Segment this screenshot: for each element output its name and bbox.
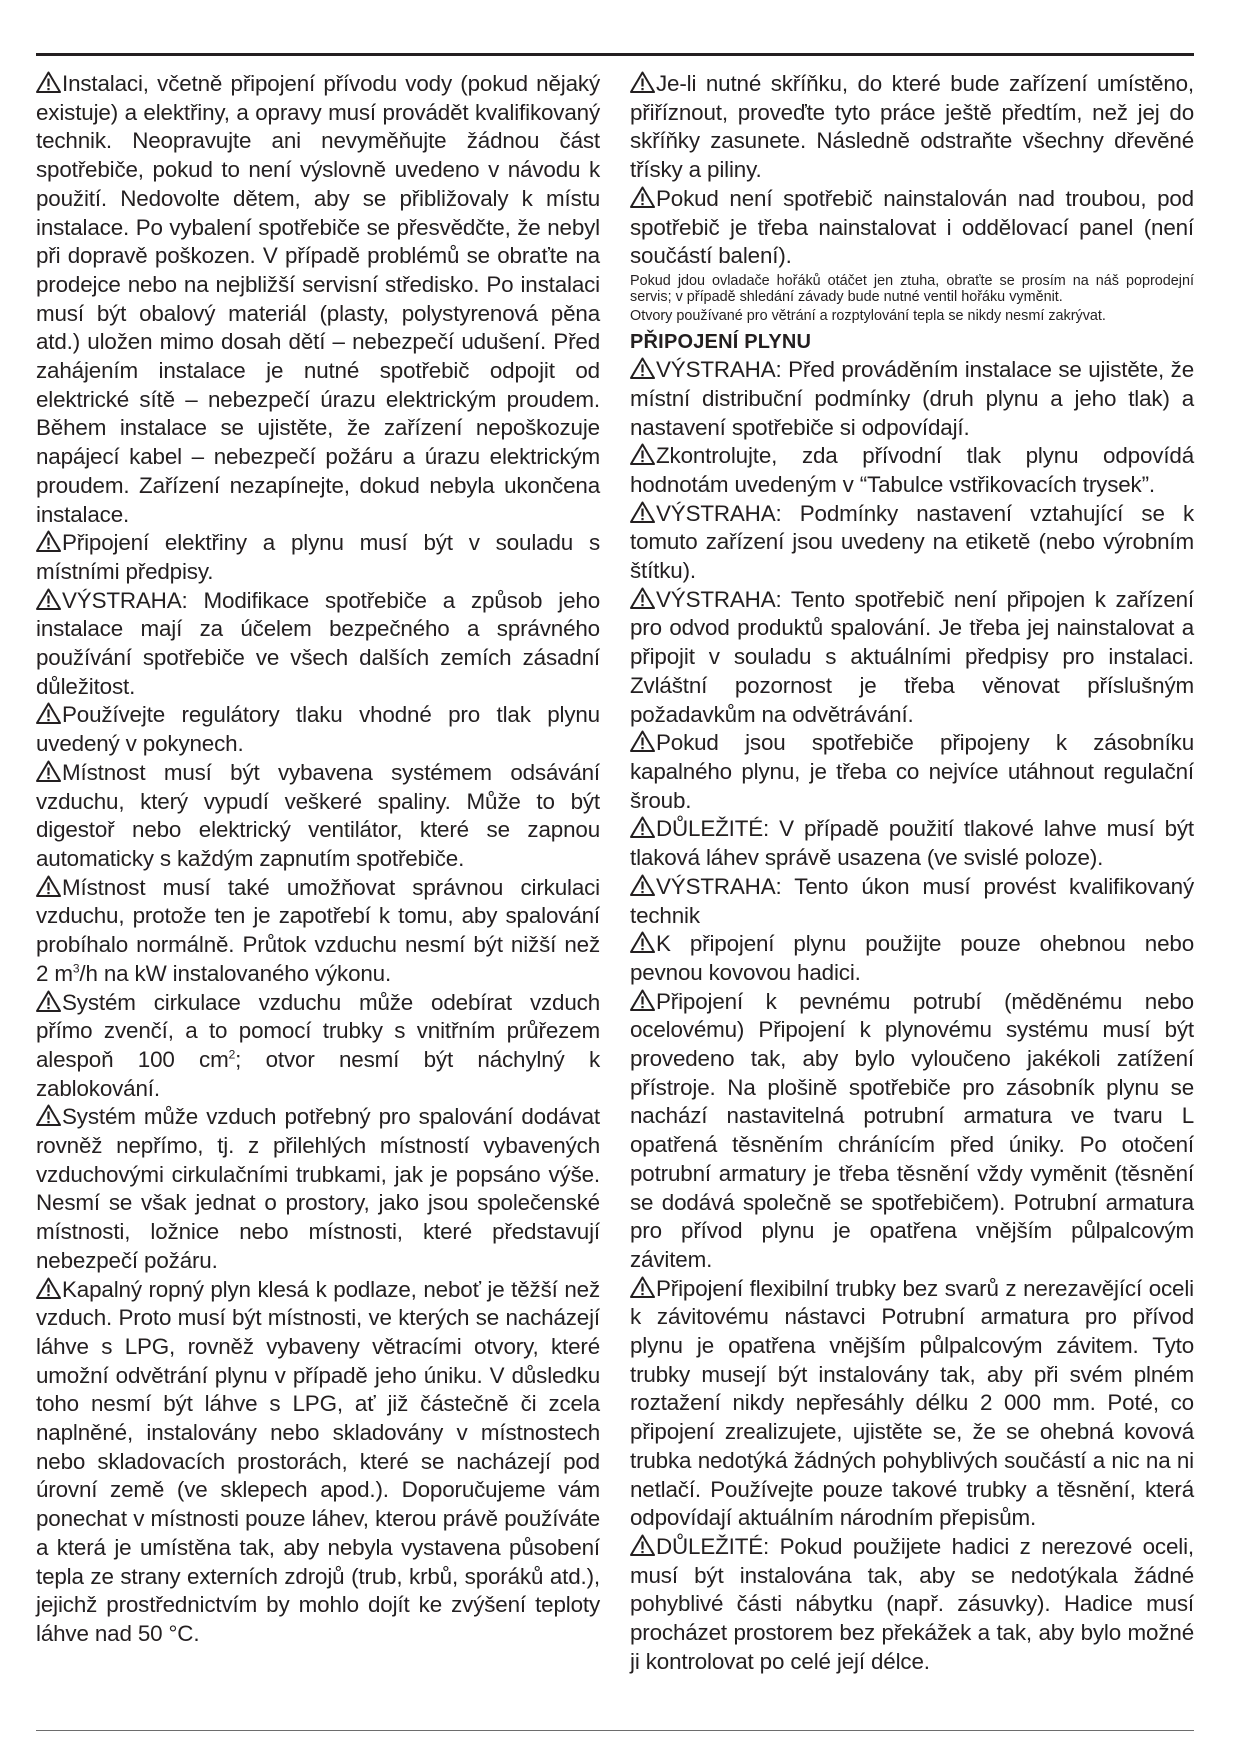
warning-paragraph: DŮLEŽITÉ: Pokud použijete hadici z nerezové oceli, musí být instalována tak, aby se nedotýkala žádné pohyblivé části nábytku (např. zásuvky). Hadice musí procházet prostorem bez překážek a tak, aby bylo možné ji kontrolovat po celé její délce. xyxy=(630,1533,1194,1674)
warning-paragraph: VÝSTRAHA: Před prováděním instalace se ujistěte, že místní distribuční podmínky (druh plynu a jeho tlak) a nastavení spotřebiče si odpovídají. xyxy=(630,357,1194,440)
section-heading: PŘIPOJENÍ PLYNU xyxy=(630,331,812,354)
warning-paragraph: VÝSTRAHA: Podmínky nastavení vztahující se k tomuto zařízení jsou uvedeny na etiketě (nebo výrobním štítku). xyxy=(630,500,1194,584)
top-rule xyxy=(36,53,1194,56)
warning-triangle-icon xyxy=(36,760,61,782)
warning-paragraph: Připojení elektřiny a plynu musí být v souladu s místními předpisy. xyxy=(36,530,600,584)
warning-paragraph: Místnost musí také umožňovat správnou cirkulaci vzduchu, protože ten je zapotřebí k tomu, aby spalování probíhalo normálně. Průtok vzduchu nesmí být nižší než 2 $m^3/h$ na kW instalovaného výkonu. xyxy=(36,874,600,986)
warning-paragraph: VÝSTRAHA: Tento úkon musí provést kvalifikovaný technik xyxy=(630,873,1194,928)
warning-paragraph: Připojení flexibilní trubky bez svarů z nerezavějící oceli k závitovému nástavci Potrubní armatura pro přívod plynu je opatřena vnějším půlpalcovým závitem. Tyto trubky musejí být instalovány tak, aby při svém plném roztažení nikdy nepřesáhly délku 2 000 mm. Poté, co připojení zrealizujete, ujistěte se, že se ohebná kovová trubka nedotýká žádných pohyblivých součástí a nic na ni netlačí. Používejte pouze takové trubky a těsnění, která odpovídají aktuálním národním přepisům. xyxy=(630,1275,1194,1531)
warning-paragraph: Systém může vzduch potřebný pro spalování dodávat rovněž nepřímo, tj. z přilehlých místností vybavených vzduchovými cirkulačními trubkami, jak je popsáno výše. Nesmí se však jednat o prostory, jako jsou společenské místnosti, ložnice nebo místnosti, které představují nebezpečí požáru. xyxy=(36,1104,600,1273)
warning-triangle-icon xyxy=(36,702,61,724)
warning-triangle-icon xyxy=(36,588,61,610)
warning-triangle-icon xyxy=(36,71,61,93)
warning-paragraph: Místnost musí být vybavena systémem odsávání vzduchu, který vypudí veškeré spaliny. Může to být digestoř nebo elektrický ventilátor, které se zapnou automaticky s každým zapnutím spotřebiče. xyxy=(36,759,600,871)
left-column xyxy=(36,70,600,1649)
warning-paragraph: Zkontrolujte, zda přívodní tlak plynu odpovídá hodnotám uvedeným v “Tabulce vstřikovacích trysek”. xyxy=(630,443,1194,497)
bottom-rule xyxy=(36,1730,1194,1731)
warning-triangle-icon xyxy=(36,530,61,552)
warning-paragraph: VÝSTRAHA: Tento spotřebič není připojen k zařízení pro odvod produktů spalování. Je třeba jej nainstalovat a připojit v souladu s aktuálními předpisy pro instalaci. Zvláštní pozornost je třeba věnovat příslušným požadavkům na odvětrávání. xyxy=(630,586,1194,727)
warning-paragraph: Pokud není spotřebič nainstalován nad troubou, pod spotřebič je třeba nainstalovat i oddělovací panel (není součástí balení). xyxy=(630,185,1194,269)
warning-triangle-icon xyxy=(630,1534,655,1556)
warning-triangle-icon xyxy=(630,1276,655,1298)
warning-triangle-icon xyxy=(630,874,655,896)
warning-paragraph: Připojení k pevnému potrubí (měděnému nebo ocelovému) Připojení k plynovému systému musí být provedeno tak, aby bylo vyloučeno jakékoli zatížení přístroje. Na plošině spotřebiče pro zásobník plynu se nachází nastavitelná potrubní armatura ve tvaru L opatřená těsněním chránícím před úniky. Po otočení potrubní armatury je třeba těsnění vždy vyměnit (těsnění se dodává společně se spotřebičem). Potrubní armatura pro přívod plynu je opatřena vnějším půlpalcovým závitem. xyxy=(630,988,1194,1272)
warning-paragraph: K připojení plynu použijte pouze ohebnou nebo pevnou kovovou hadici. xyxy=(630,931,1194,985)
warning-triangle-icon xyxy=(36,1277,61,1299)
small-note: Otvory používané pro větrání a rozptylování tepla se nikdy nesmí zakrývat. xyxy=(630,307,1106,324)
warning-paragraph: Pokud jsou spotřebiče připojeny k zásobníku kapalného plynu, je třeba co nejvíce utáhnout regulační šroub. xyxy=(630,730,1194,813)
warning-triangle-icon xyxy=(630,357,655,379)
warning-triangle-icon xyxy=(630,501,655,523)
warning-paragraph: Systém cirkulace vzduchu může odebírat vzduch přímo zvenčí, a to pomocí trubky s vnitřním průřezem alespoň 100 $cm^2$; otvor nesmí být náchylný k zablokování. xyxy=(36,989,601,1101)
warning-paragraph: Používejte regulátory tlaku vhodné pro tlak plynu uvedený v pokynech. xyxy=(36,702,600,757)
warning-paragraph: Je-li nutné skříňku, do které bude zařízení umístěno, přiříznout, proveďte tyto práce ještě předtím, než jej do skříňky zasunete. Následně odstraňte všechny dřevěné třísky a piliny. xyxy=(630,71,1194,183)
warning-triangle-icon xyxy=(630,989,655,1011)
right-column xyxy=(630,70,1194,1676)
warning-triangle-icon xyxy=(36,1104,61,1126)
warning-triangle-icon xyxy=(630,730,655,752)
small-note: Pokud jdou ovladače hořáků otáčet jen ztuha, obraťte se prosím na náš poprodejní servis; v případě shledání závady bude nutné ventil hořáku vyměnit. xyxy=(630,272,1194,306)
warning-paragraph: DŮLEŽITÉ: V případě použití tlakové lahve musí být tlaková láhev správě usazena (ve svislé poloze). xyxy=(630,816,1194,871)
warning-triangle-icon xyxy=(36,875,61,897)
warning-paragraph: Instalaci, včetně připojení přívodu vody (pokud nějaký existuje) a elektřiny, a opravy musí provádět kvalifikovaný technik. Neopravujte ani nevyměňujte žádnou část spotřebiče, pokud to není výslovně uvedeno v návodu k použití. Nedovolte dětem, aby se přibližovaly k místu instalace. Po vybalení spotřebiče se přesvědčte, že nebyl při dopravě poškozen. V případě problémů se obraťte na prodejce nebo na nejbližší servisní středisko. Po instalaci musí být obalový materiál (plasty, polystyrenová pěna atd.) uložen mimo dosah dětí – nebezpečí udušení. Před zahájením instalace je nutné spotřebič odpojit od elektrické sítě – nebezpečí úrazu elektrickým proudem. Během instalace se ujistěte, že zařízení nepoškozuje napájecí kabel – nebezpečí požáru a úrazu elektrickým proudem. Zařízení nezapínejte, dokud nebyla ukončena instalace. xyxy=(36,71,600,527)
warning-triangle-icon xyxy=(630,186,655,208)
warning-triangle-icon xyxy=(630,816,655,838)
warning-triangle-icon xyxy=(630,443,655,465)
warning-paragraph: Kapalný ropný plyn klesá k podlaze, neboť je těžší než vzduch. Proto musí být místnosti, ve kterých se nacházejí láhve s LPG, rovněž vybaveny větracími otvory, které umožní odvětrání plynu v případě jeho úniku. V důsledku toho nesmí být láhve s LPG, ať již částečně či zcela naplněné, instalovány nebo skladovány v místnostech nebo skladovacích prostorách, které se nacházejí pod úrovní země (ve sklepech apod.). Doporučujeme vám ponechat v místnosti pouze láhev, kterou právě používáte a která je umístěna tak, aby nebyla vystavena působení tepla ze strany externích zdrojů (trub, krbů, sporáků atd.), jejichž prostřednictvím by mohlo dojít ke zvýšení teploty láhve nad 50 °C. xyxy=(36,1276,600,1646)
warning-triangle-icon xyxy=(630,71,655,93)
warning-triangle-icon xyxy=(630,931,655,953)
warning-triangle-icon xyxy=(36,990,61,1012)
warning-triangle-icon xyxy=(630,587,655,609)
warning-paragraph: VÝSTRAHA: Modifikace spotřebiče a způsob jeho instalace mají za účelem bezpečného a správného používání spotřebiče ve všech dalších zemích zásadní důležitost. xyxy=(36,587,600,699)
